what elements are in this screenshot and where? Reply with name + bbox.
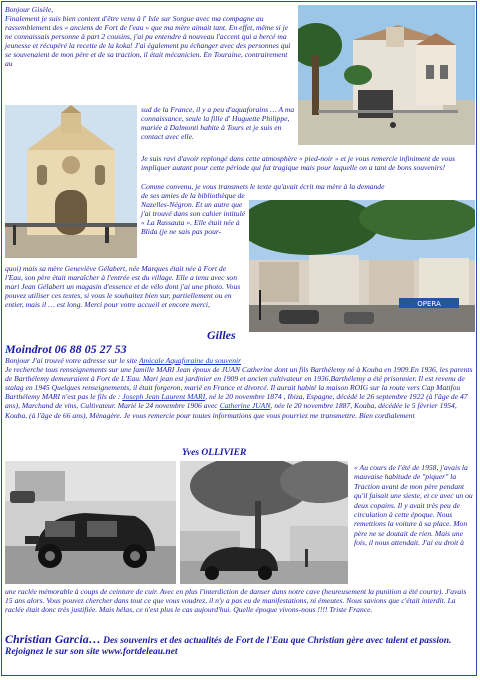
street-photo	[249, 200, 475, 332]
letter2-lead: Bonjour J'ai trouvé votre adresse sur le site	[5, 356, 138, 365]
signature-christian: Christian Garcia…	[5, 632, 101, 646]
shop-sign-text: OPERA	[417, 300, 441, 308]
letter2-text1: Je recherche tous renseignements sur une famille MARI Jean époux de JUAN Catherine dont un fils Barthélemy né à Kouba en 1909.En 1936, les parents de Barthélemy demeuraient à Fort de L'Eau. Mari jean est jardinier en 1909 et ancien cultivateur en 1936.Barthélemy a été prisonnier. Il est revenu de stalag en 1945 Quelques renseignements, il était forgeron, marié en France et divorcé. Il aurait habité la maison ROIG sur la route vers Cap Matifou Barthélemy MARI n'est pas le fils de :	[5, 365, 473, 402]
greeting-gisele: Bonjour Gisèle,	[5, 5, 54, 14]
letter2-body	[5, 356, 475, 420]
church-photo	[5, 105, 137, 258]
letter1-intro: Finalement je suis bien content d'être venu à l' Isle sur Sorgue avec ma compagne au rassemblement des « anciens de Fort de l'eau » que ma mère aimait tant. En effet, même si je ne connaissais personne à part 2 cousins, j'ai pu entendre à nouveau l'accent qui a bercé ma jeunesse et récupéré la recette de la koka! J'ai également pu échanger avec des personnes qui se souvenaient de mon père et de sa traction, il était mécanicien. En Touraine, contrairement au	[5, 14, 291, 69]
amicale-link[interactable]: Amicale Aquaforaine du souvenir	[138, 356, 242, 365]
letter2-text2: , né le 20 novembre 1874 , Ibiza, Espagne, décédé le 26 septembre 1922 (à l'âge de 47 ans), Marchand de vins, Cultivateur. Marié le 24 novembre 1906 avec	[5, 392, 468, 411]
traction-car-photo	[5, 461, 176, 584]
catherine-juan-link[interactable]: Catherine JUAN	[219, 401, 271, 411]
signature-gilles: Gilles	[207, 328, 236, 342]
letter1-thanks: Je suis ravi d'avoir replongé dans cette atmosphère « pied-noir » et je vous remercie infiniment de vous impliquer autant pour cette période qui fut tragique mais pour laquelle on a tant de bons souvenirs!	[141, 154, 456, 173]
signature-moindrot-phone: Moindrot 06 88 05 27 53	[5, 342, 127, 356]
joseph-mari-link[interactable]: Joseph Jean Laurent MARI	[122, 392, 206, 402]
letter3-bottom: une raclée mémorable à coups de ceinture de cuir. Avec en plus l'interdiction de danser dans notre cave (heureusement la punition a été courte). J'avais 15 ans alors. Vous pouvez chercher dans tout ce que vous voudrez, il n'y a pas eu de manifestations, ni émeutes. Nous savions que c'était interdit. La raclée était donc très justifiée. Mais hélas, ce n'est plus le cas aujourd'hui. Quelle époque vivons-nous !!!! Triste France.	[5, 587, 467, 615]
signature-yves: Yves OLLIVIER	[182, 448, 247, 458]
building-photo	[298, 5, 475, 145]
letter3-side: « Au cours de l'été de 1958, j'avais la mauvaise habitude de "piquer" la Traction avant de mon père pendant qu'il faisait une sieste, et ce avec un ou deux copains. Il y avait très peu de circulation à cette époque. Nous remettions la voiture à sa place. Mon père ne se doutait de rien. Mais une fois, il nous attendait. J'ai eu droit à	[354, 463, 473, 548]
footer-block	[5, 634, 475, 658]
letter1-bibliotheque: de ses amies de la bibliothèque de Nazelles-Négron. Et un autre que j'ai trouvé dans son cahier intitulé « La Rassauta ». Elle était née à Blida (je ne sais pas pour-	[141, 191, 246, 237]
footer-text: Des souvenirs et des actualités de Fort de l'Eau que Christian gère avec talent et passion. Rejoignez le sur son site www.fortdeleau.net	[5, 636, 452, 657]
letter2-text3: , née le 20 novembre 1887, Kouba, décédée le 5 février 1954, Kouba, (à l'âge de 66 ans), Ménagère. Je vous remercie pour toutes informations que vous pourriez me transmettre. Bien cordialement	[5, 401, 457, 420]
letter1-convenu: Comme convenu, je vous transmets le texte qu'avait écrit ma mère à la demande	[141, 182, 385, 191]
village-street-photo	[180, 461, 348, 584]
letter1-touraine: sud de la France, il y a peu d'aquaforains … A ma connaissance, seule la fille d' Huguette Philippe, mariée à Dalmonti habite à Tours et je suis en contact avec elle.	[141, 105, 295, 142]
letter1-family: quoi) mais sa mère Geneviève Gélabert, née Marques était née à Fort de l'Eau, son père était maraîcher à l'entrée est du village. Elle a tenu avec son mari Jean Gélabert un magasin d'essence et de vélo dont j'ai une photo. Vous pouvez utiliser ces textes, si vous le souhaitez bien sur, partiellement ou en entier, mais il … est long. Merci pour votre accueil et encore merci,	[5, 264, 241, 310]
newsletter-page	[1, 1, 477, 676]
